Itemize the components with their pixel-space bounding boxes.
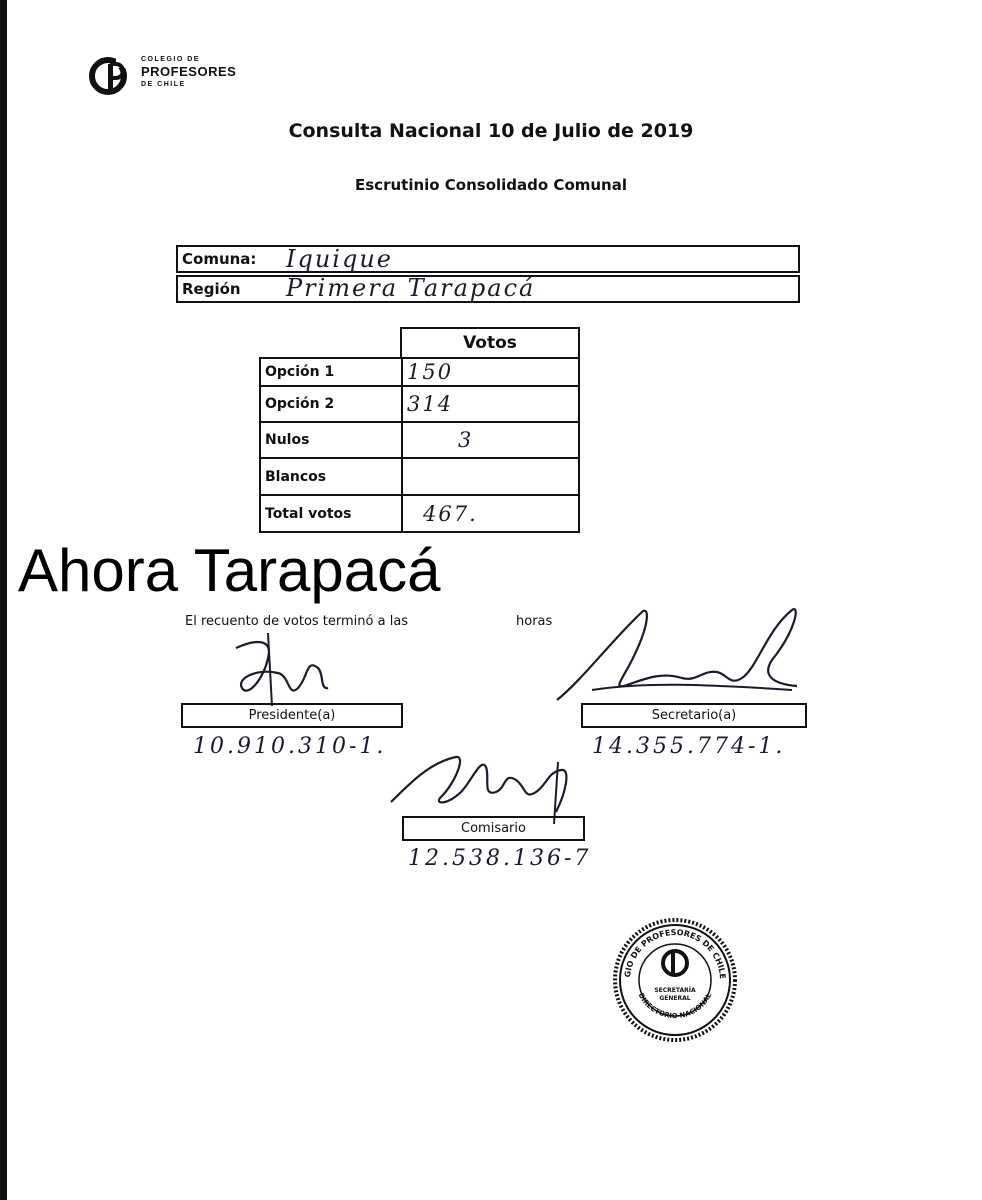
cp-logo-icon — [86, 54, 136, 98]
seal-bottom-text: DIRECTORIO NACIONAL — [636, 991, 714, 1021]
seal-inner-line-1: SECRETARÍA — [654, 987, 696, 994]
region-row — [176, 275, 800, 303]
comisario-box: Comisario — [402, 816, 585, 841]
overlay-caption: Ahora Tarapacá — [18, 537, 441, 604]
option-value: 314 — [402, 386, 579, 422]
option-label: Blancos — [260, 458, 402, 495]
votes-row — [260, 386, 579, 422]
logo-line-3: DE CHILE — [141, 81, 186, 88]
votes-row — [260, 495, 579, 532]
option-value: 467. — [402, 495, 579, 532]
region-label: Región — [182, 280, 241, 298]
secretario-box: Secretario(a) — [581, 703, 807, 728]
votes-row — [260, 358, 579, 386]
option-label: Nulos — [260, 422, 402, 458]
option-label: Total votos — [260, 495, 402, 532]
comuna-value: Iquique — [286, 245, 393, 273]
comuna-row — [176, 245, 800, 273]
seal-outer-text: GIO DE PROFESORES DE CHILE — [623, 927, 728, 980]
logo-line-1: COLEGIO DE — [141, 56, 200, 63]
official-seal — [610, 915, 740, 1050]
comisario-rut: 12.538.136-7 — [408, 846, 592, 871]
option-value — [402, 458, 579, 495]
seal-icon — [610, 915, 740, 1045]
comuna-label: Comuna: — [182, 250, 257, 268]
region-value: Primera Tarapacá — [286, 274, 536, 302]
tally-suffix: horas — [516, 614, 553, 629]
votes-row — [260, 422, 579, 458]
secretario-rut: 14.355.774-1. — [592, 734, 786, 759]
presidente-signature — [228, 628, 348, 708]
colegio-logo — [86, 54, 276, 98]
option-value: 150 — [402, 358, 579, 386]
votes-header: Votos — [400, 327, 580, 359]
logo-line-2: PROFESORES — [141, 64, 237, 79]
tally-text: El recuento de votos terminó a las — [185, 614, 409, 629]
option-label: Opción 1 — [260, 358, 402, 386]
votes-row — [260, 458, 579, 495]
document-subtitle: Escrutinio Consolidado Comunal — [355, 176, 627, 194]
secretario-signature — [552, 600, 802, 710]
seal-inner-line-2: GENERAL — [659, 995, 691, 1002]
votes-table — [259, 357, 580, 533]
option-value: 3 — [402, 422, 579, 458]
option-label: Opción 2 — [260, 386, 402, 422]
document-title: Consulta Nacional 10 de Julio de 2019 — [288, 120, 694, 142]
presidente-rut: 10.910.310-1. — [193, 734, 387, 759]
presidente-box: Presidente(a) — [181, 703, 403, 728]
